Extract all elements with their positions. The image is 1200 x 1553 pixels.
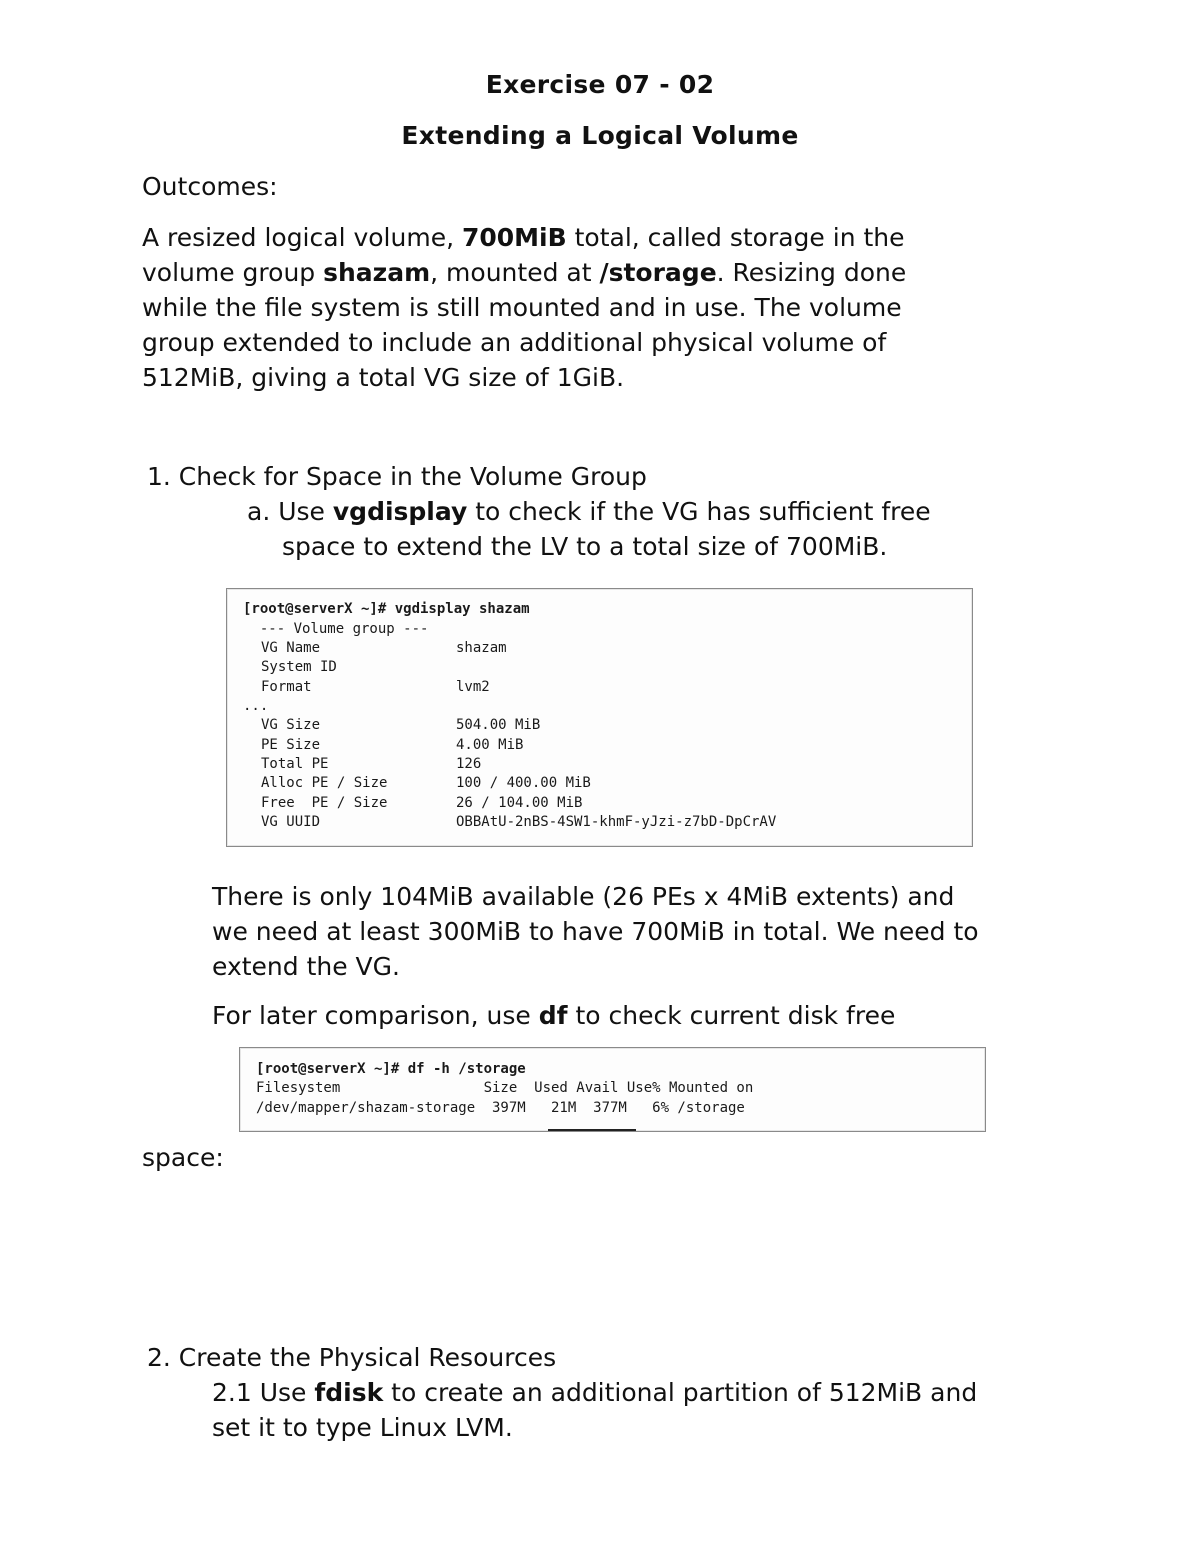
vg-name-bold: shazam — [323, 258, 431, 287]
explanation-line-3: extend the VG. — [212, 952, 400, 981]
vg-value: 504.00 MiB — [456, 717, 541, 733]
prompt: [root@serverX ~]# — [243, 601, 395, 617]
vgdisplay-command: vgdisplay — [332, 497, 468, 526]
vg-key: VG Size — [261, 717, 321, 733]
vg-key: System ID — [261, 659, 337, 675]
vg-key: Total PE — [261, 756, 329, 772]
text: , mounted at — [430, 258, 600, 287]
vg-ellipsis: ... — [243, 698, 269, 714]
vg-value: 100 / 400.00 MiB — [456, 775, 591, 791]
vg-key: Free PE / Size — [261, 795, 388, 811]
df-command: df — [538, 1001, 568, 1030]
vg-key: Alloc PE / Size — [261, 775, 388, 791]
vg-value: OBBAtU-2nBS-4SW1-khmF-yJzi-z7bD-DpCrAV — [456, 814, 777, 830]
text: to create an additional partition of 512MiB and — [383, 1378, 978, 1407]
explanation-paragraph — [212, 879, 979, 984]
df-header: Filesystem Size Used Avail Use% Mounted on — [256, 1080, 754, 1096]
outcomes-line-2 — [142, 255, 906, 290]
vg-header: --- Volume group --- — [243, 621, 429, 637]
df-instruction — [212, 998, 895, 1033]
mount-bold: /storage — [599, 258, 717, 287]
terminal-prompt-line — [243, 600, 530, 619]
vg-value: 126 — [456, 756, 482, 772]
text: a. Use — [247, 497, 333, 526]
vg-value: 26 / 104.00 MiB — [456, 795, 583, 811]
step-1-heading: 1. Check for Space in the Volume Group — [147, 462, 647, 491]
step-1a-line-1 — [247, 494, 931, 529]
text: A resized logical volume, — [142, 223, 462, 252]
text: volume group — [142, 258, 324, 287]
vg-key: VG UUID — [261, 814, 321, 830]
text: . Resizing done — [716, 258, 907, 287]
vg-key: VG Name — [261, 640, 321, 656]
vg-row — [261, 678, 490, 697]
explanation-line-2: we need at least 300MiB to have 700MiB in total. We need to — [212, 917, 979, 946]
vg-value: 4.00 MiB — [456, 737, 524, 753]
step-2-1-line-1 — [212, 1375, 977, 1410]
vg-value: shazam — [456, 640, 507, 656]
explanation-line-1: There is only 104MiB available (26 PEs x 4MiB extents) and — [212, 882, 955, 911]
size-bold: 700MiB — [461, 223, 567, 252]
df-terminal — [239, 1047, 986, 1132]
vg-row — [261, 755, 481, 774]
text: For later comparison, use — [212, 1001, 539, 1030]
vgdisplay-terminal — [226, 588, 973, 847]
outcomes-line-5: 512MiB, giving a total VG size of 1GiB. — [142, 363, 625, 392]
text: to check current disk free — [567, 1001, 896, 1030]
command: df -h /storage — [407, 1061, 526, 1077]
step-1a-line-2: space to extend the LV to a total size of 700MiB. — [282, 532, 888, 561]
vg-key: PE Size — [261, 737, 321, 753]
outcomes-line-1 — [142, 220, 906, 255]
fdisk-command: fdisk — [314, 1378, 384, 1407]
text: total, called storage in the — [566, 223, 905, 252]
page-title: Exercise 07 - 02 — [485, 70, 715, 99]
vg-row — [261, 716, 540, 735]
vg-row — [261, 639, 507, 658]
df-row: /dev/mapper/shazam-storage 397M 21M 377M 6% /storage — [256, 1100, 745, 1116]
terminal-prompt-line — [256, 1060, 526, 1079]
command: vgdisplay shazam — [394, 601, 530, 617]
step-2-1-paragraph — [212, 1375, 977, 1445]
text: to check if the VG has sufficient free — [467, 497, 931, 526]
step-2-heading: 2. Create the Physical Resources — [147, 1343, 557, 1372]
df-instruction-continued: space: — [142, 1143, 224, 1172]
step-2-1-line-2: set it to type Linux LVM. — [212, 1413, 513, 1442]
vg-row — [261, 736, 523, 755]
scan-artifact — [548, 1129, 636, 1131]
outcomes-line-3: while the file system is still mounted and in use. The volume — [142, 293, 902, 322]
vg-row — [261, 813, 776, 832]
vg-row — [261, 794, 582, 813]
page-subtitle: Extending a Logical Volume — [401, 121, 799, 150]
vg-value: lvm2 — [456, 679, 490, 695]
vg-key: Format — [261, 679, 312, 695]
outcomes-paragraph — [142, 220, 906, 395]
outcomes-label: Outcomes: — [142, 172, 278, 201]
outcomes-line-4: group extended to include an additional physical volume of — [142, 328, 887, 357]
prompt: [root@serverX ~]# — [256, 1061, 408, 1077]
vg-row — [261, 774, 591, 793]
vg-row — [261, 658, 456, 677]
text: 2.1 Use — [212, 1378, 315, 1407]
